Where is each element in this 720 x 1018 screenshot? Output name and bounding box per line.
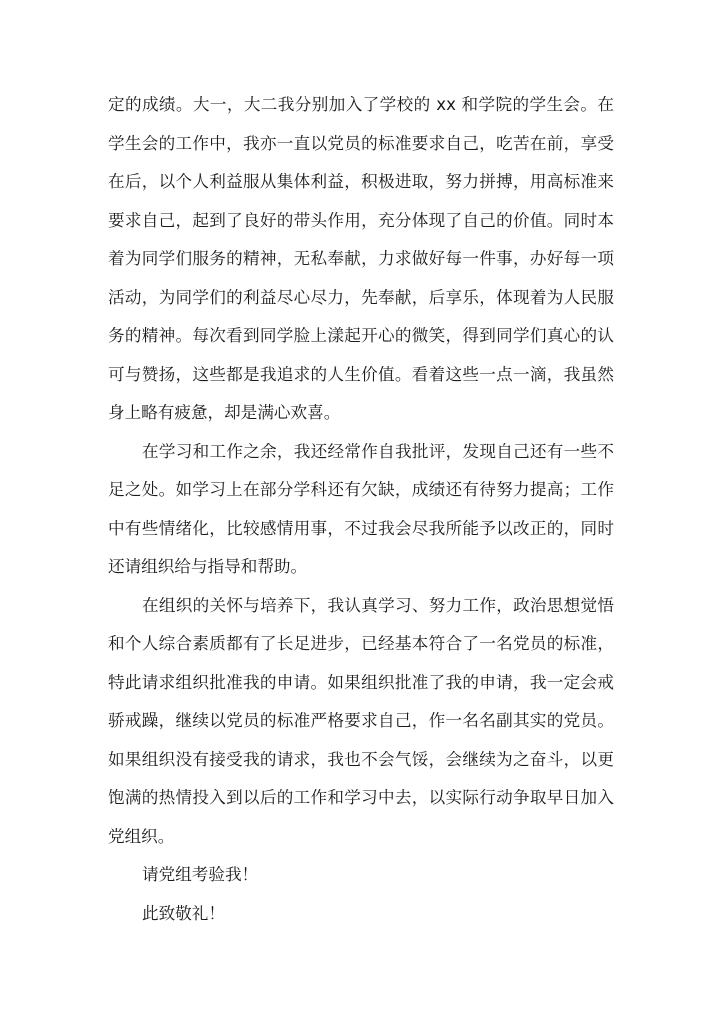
paragraph (108, 587, 614, 857)
text-line: 着为同学们服务的精神，无私奉献，力求做好每一件事，办好每一项 (108, 249, 614, 268)
paragraph (108, 856, 614, 895)
text-line: 要求自己，起到了良好的带头作用，充分体现了自己的价值。同时本 (108, 210, 614, 230)
paragraph (108, 433, 614, 587)
text-line: 中有些情绪化，比较感情用事，不过我会尽我所能予以改正的，同时 (108, 518, 614, 538)
text-line: 和个人综合素质都有了长足进步，已经基本符合了一名党员的标准， (108, 634, 614, 653)
text-line: 特此请求组织批准我的申请。如果组织批准了我的申请，我一定会戒 (108, 672, 614, 692)
text-line: 请党组考验我！ (142, 865, 259, 884)
document-body (108, 86, 614, 933)
text-line: 足之处。如学习上在部分学科还有欠缺，成绩还有待努力提高；工作 (108, 480, 614, 499)
text-line: 如果组织没有接受我的请求，我也不会气馁，会继续为之奋斗，以更 (108, 749, 614, 769)
text-line: 此致敬礼！ (142, 903, 225, 923)
text-line: 务的精神。每次看到同学脸上漾起开心的微笑，得到同学们真心的认 (108, 326, 614, 345)
paragraph (108, 895, 614, 934)
paragraph (108, 86, 614, 433)
text-line: 骄戒躁，继续以党员的标准严格要求自己，作一名名副其实的党员。 (108, 711, 614, 730)
text-line: 学生会的工作中，我亦一直以党员的标准要求自己，吃苦在前，享受 (108, 133, 614, 153)
text-line: 定的成绩。大一，大二我分别加入了学校的 xx 和学院的学生会。在 (108, 95, 614, 114)
text-line: 身上略有疲惫，却是满心欢喜。 (108, 403, 341, 422)
text-line: 活动，为同学们的利益尽心尽力，先奉献，后享乐，体现着为人民服 (108, 287, 614, 307)
text-line: 可与赞扬，这些都是我追求的人生价值。看着这些一点一滴，我虽然 (108, 364, 614, 384)
text-line: 还请组织给与指导和帮助。 (108, 557, 308, 576)
text-line: 在后，以个人利益服从集体利益，积极进取，努力拼搏，用高标准来 (108, 172, 614, 191)
text-line: 在组织的关怀与培养下，我认真学习、努力工作，政治思想觉悟 (142, 595, 614, 615)
text-line: 党组织。 (108, 826, 175, 846)
text-line: 饱满的热情投入到以后的工作和学习中去，以实际行动争取早日加入 (108, 788, 614, 807)
text-line: 在学习和工作之余，我还经常作自我批评，发现自己还有一些不 (142, 441, 614, 461)
